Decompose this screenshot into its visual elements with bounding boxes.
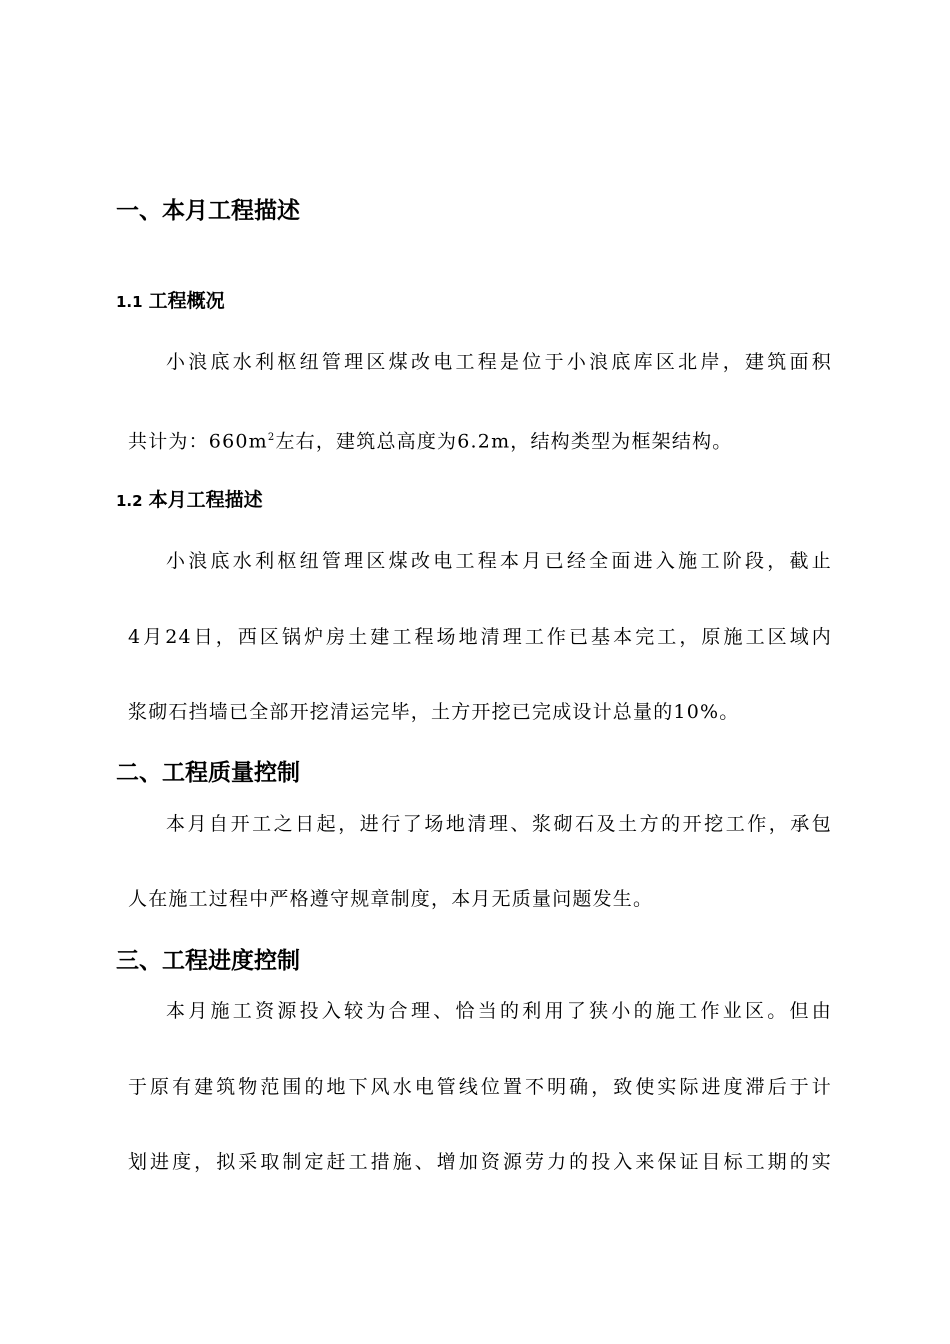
area-text: 共计为：660m xyxy=(128,430,268,453)
paragraph-line: 小浪底水利枢纽管理区煤改电工程本月已经全面进入施工阶段，截止 xyxy=(166,550,832,572)
subsection-heading-1-1 xyxy=(116,288,225,315)
subsection-title: 本月工程描述 xyxy=(148,489,263,511)
section-heading-3: 三、工程进度控制 xyxy=(116,948,300,974)
paragraph-line: 人在施工过程中严格遵守规章制度，本月无质量问题发生。 xyxy=(128,888,654,910)
section-heading-2: 二、工程质量控制 xyxy=(116,760,300,786)
section-heading-1: 一、本月工程描述 xyxy=(116,198,300,224)
paragraph-line: 本月施工资源投入较为合理、恰当的利用了狭小的施工作业区。但由 xyxy=(166,1000,832,1022)
paragraph-line: 划进度，拟采取制定赶工措施、增加资源劳力的投入来保证目标工期的实 xyxy=(128,1151,832,1173)
paragraph-line: 4月24日，西区锅炉房土建工程场地清理工作已基本完工，原施工区域内 xyxy=(128,626,832,648)
paragraph-line xyxy=(128,424,733,455)
subsection-heading-1-2 xyxy=(116,487,263,514)
superscript-2: 2 xyxy=(267,432,276,443)
paragraph-line: 小浪底水利枢纽管理区煤改电工程是位于小浪底库区北岸，建筑面积 xyxy=(166,351,832,373)
paragraph-line: 于原有建筑物范围的地下风水电管线位置不明确，致使实际进度滞后于计 xyxy=(128,1076,832,1098)
paragraph-text: 左右，建筑总高度为6.2m，结构类型为框架结构。 xyxy=(275,430,733,453)
subsection-number: 1.1 xyxy=(116,293,143,311)
subsection-number: 1.2 xyxy=(116,492,143,510)
subsection-title: 工程概况 xyxy=(148,290,225,312)
paragraph-line: 本月自开工之日起，进行了场地清理、浆砌石及土方的开挖工作，承包 xyxy=(166,813,832,835)
paragraph-line: 浆砌石挡墙已全部开挖清运完毕，土方开挖已完成设计总量的10%。 xyxy=(128,701,740,723)
